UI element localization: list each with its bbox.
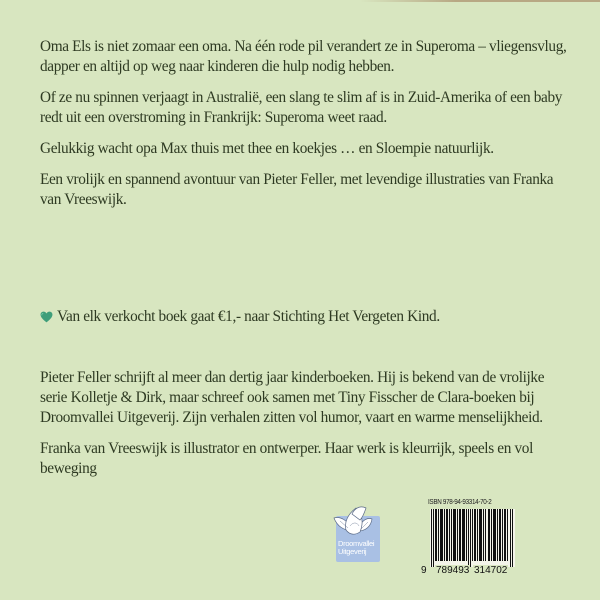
blurb-paragraph: Oma Els is niet zomaar een oma. Na één rode pil verandert ze in Superoma – vliegensvlug, dapper en altijd op weg naar kinderen die hulp nodig hebben. [40, 38, 567, 75]
blurb-paragraph: Gelukkig wacht opa Max thuis met thee en koekjes … en Sloempie natuurlijk. [40, 140, 494, 157]
isbn-label: ISBN 978-94-93314-70-2 [428, 499, 492, 506]
blurb-paragraph: Een vrolijk en spannend avontuur van Pieter Feller, met levendige illustraties van Franka van Vreeswijk. [40, 171, 554, 208]
charity-text: Van elk verkocht boek gaat €1,- naar Stichting Het Vergeten Kind. [57, 308, 440, 325]
barcode-digits-right: 314702 [474, 565, 508, 576]
publisher-name-line2: Uitgeverij [338, 547, 367, 556]
barcode-bars [430, 509, 515, 567]
charity-note [40, 307, 570, 327]
isbn-barcode [420, 499, 518, 577]
publisher-logo [336, 506, 380, 562]
publisher-name [338, 540, 380, 556]
barcode-digits-left: 789493 [436, 565, 470, 576]
blurb-paragraph: Of ze nu spinnen verjaagt in Australië, een slang te slim af is in Zuid-Amerika of een baby redt uit een overstroming in Frankrijk: Superoma weet raad. [40, 89, 563, 126]
top-edge-strip [360, 0, 600, 2]
publisher-name-line1: Droomvallei [338, 539, 375, 548]
author-bios [40, 368, 570, 490]
illustrator-bio: Franka van Vreeswijk is illustrator en ontwerper. Haar werk is kleurrijk, speels en vol beweging [40, 440, 533, 477]
lotus-flower-icon [332, 504, 380, 542]
barcode-digit-first: 9 [421, 565, 427, 576]
book-blurb [40, 37, 570, 221]
author-bio: Pieter Feller schrijft al meer dan dertig jaar kinderboeken. Hij is bekend van de vrolijke serie Kolletje & Dirk, maar schreef ook samen met Tiny Fisscher de Clara-boeken bij Droomvallei Uitgeverij. Zijn verhalen zitten vol humor, vaart en warme menselijkheid. [40, 369, 545, 426]
green-heart-icon [40, 311, 53, 323]
